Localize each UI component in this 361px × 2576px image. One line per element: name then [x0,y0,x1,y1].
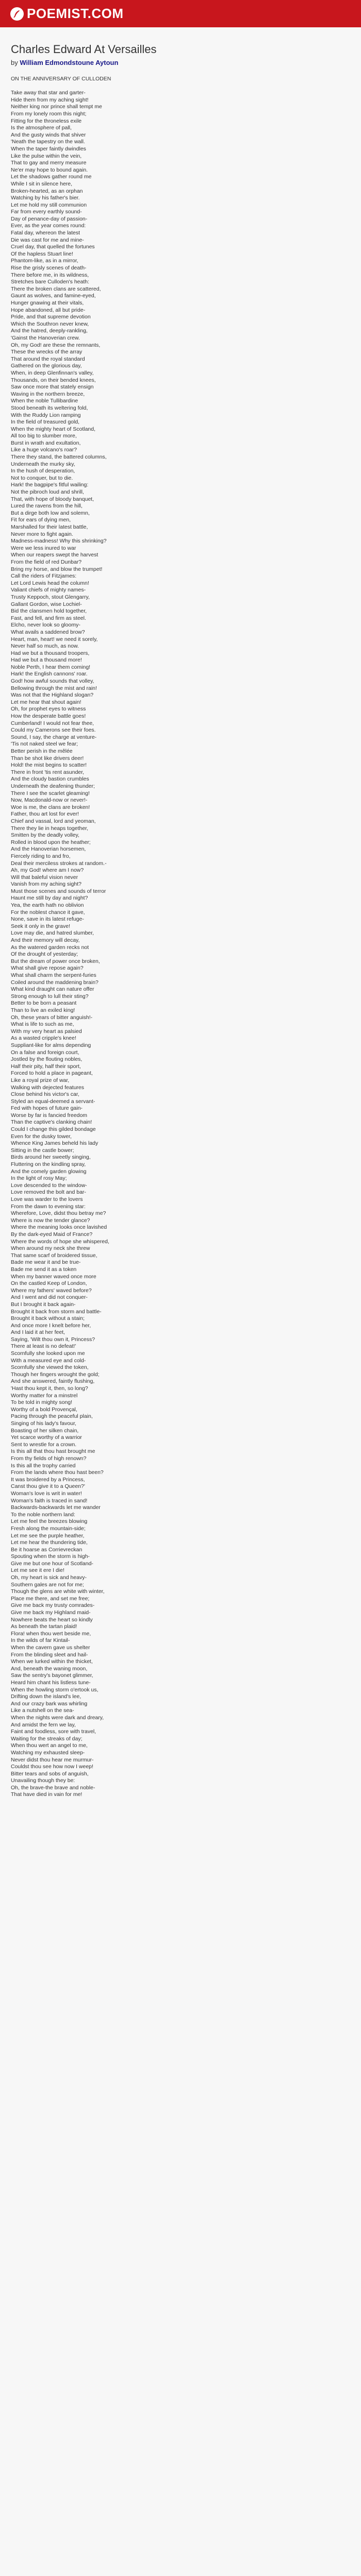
poem-line: Love descended to the window- [11,1182,87,1189]
poem-line: Hark! the bagpipe's fitful wailing: [11,482,89,488]
poem-line: When the howling storm o'ertook us, [11,1686,99,1693]
poem-line: Fed with hopes of future gain- [11,1105,83,1112]
poem-line: There in front 'tis rent asunder, [11,769,85,775]
poem-line: Better to be born a peasant [11,1000,77,1007]
poem-line: Bring my horse, and blow the trumpet! [11,566,103,572]
poem-line: As the watered garden recks not [11,944,89,951]
poem-line: And, beneath the waning moon, [11,1665,88,1672]
poem-line: 'Hast thou kept it, then, so long? [11,1385,88,1392]
poem-line: What kind draught can nature offer [11,986,94,993]
poem-line: That have died in vain for me! [11,1791,83,1798]
poem-line: Waiting for the streaks of day; [11,1735,83,1742]
poem-line: Like a nutshell on the sea- [11,1707,74,1714]
poem-line: Valiant chiefs of mighty names- [11,587,86,594]
poem-line: From the lands where thou hast been? [11,1469,104,1476]
poem-line: Saw once more that stately ensign [11,384,94,391]
poem-line: Drifting down the island's lee, [11,1693,81,1700]
poem-line: From my lonely room this night; [11,110,87,117]
poem-line: And our crazy bark was whirling [11,1700,88,1707]
site-logo[interactable] [10,6,124,22]
poem-line: Watching my exhausted sleep- [11,1749,85,1756]
poem-line: Sent to wrestle for a crown. [11,1441,77,1448]
poem-line: Worthy of a bold Provençal, [11,1406,77,1413]
poem-line: Not to conquer, but to die. [11,474,73,481]
poem-line: And their memory will decay, [11,937,80,944]
poem-line: When the cavern gave us shelter [11,1645,90,1651]
poem-line: Gathered on the glorious day, [11,363,82,369]
poem-line: Let me hear the thundering tide, [11,1539,88,1546]
poem-line: Be it hoarse as Corrievreckan [11,1546,83,1553]
site-header [0,0,361,27]
author-link[interactable]: William Edmondstoune Aytoun [20,59,119,66]
poem-line: Broken-hearted, as an orphan [11,188,83,194]
poem-line: Now, Macdonald-now or never!- [11,797,88,804]
poem-line: Must those scenes and sounds of terror [11,888,106,894]
poem-line: Fatal day, whereon the latest [11,230,80,236]
poem-line: Burst in wrath and exultation, [11,439,81,446]
poem-line: Hunger gnawing at their vitals, [11,300,84,306]
poem-line: Lured the ravens from the hill, [11,503,83,510]
poem-line: From thy fields of high renown? [11,1455,87,1462]
poem-line: Woe is me, the clans are broken! [11,804,90,810]
poem-line: Though her fingers wrought the gold; [11,1371,100,1378]
poem-line: Let me see it ere I die! [11,1567,64,1574]
poem-line: Let me feel the breezes blowing [11,1518,88,1525]
poem-line: What is life to such as me, [11,1021,74,1028]
poem-line: With my very heart as palsied [11,1028,82,1035]
poem-line: Cumberland! I would not fear thee, [11,720,94,726]
poem-line: Bade me send it as a token [11,1266,77,1273]
poem-line: Never didst thou hear me murmur- [11,1756,94,1763]
poem-line: Like a huge volcano's roar? [11,447,77,453]
poem-line: But I brought it back again- [11,1301,76,1308]
poem-line: From the field of red Dunbar? [11,558,82,565]
poem-line: Whence King James beheld his lady [11,1140,99,1147]
poem-line: And once more I knelt before her, [11,1322,91,1329]
poem-line: Bade me wear it and be true- [11,1259,81,1266]
poem-line: Chief and vassal, lord and yeoman, [11,818,96,824]
poem-line: Scornfully she viewed the token, [11,1364,89,1371]
poem-line: Spouting when the storm is high- [11,1553,90,1560]
poem-line: And amidst the fern we lay, [11,1721,76,1728]
poem-line: Of the drought of yesterday; [11,951,78,958]
poem-line: 'Tis not naked steel we fear; [11,741,78,748]
poem-line: Though the glens are white with winter, [11,1588,105,1595]
poem-line: Oh, these years of bitter anguish!- [11,1014,93,1021]
poem-line: By the dark-eyed Maid of France? [11,1231,93,1238]
poem-line: With the Ruddy Lion ramping [11,412,81,418]
poem-line: Southern gales are not for me; [11,1581,84,1588]
poem-line: Styled an equal-deemed a servant- [11,1098,95,1105]
poem-line: Madness-madness! Why this shrinking? [11,538,107,545]
poem-line: Had we but a thousand troopers, [11,650,90,656]
poem-line: Call the riders of Fitzjames: [11,573,77,580]
poem-line: In the hush of desperation, [11,468,75,474]
poem-line: When we lurked within the thicket, [11,1658,93,1665]
poem-body [11,76,149,1799]
poem-line: Woman's faith is traced in sand! [11,1497,88,1504]
poem-line: Where the meaning looks once lavished [11,1224,107,1231]
poem-line: When the mighty heart of Scotland, [11,426,96,432]
poem-line: Oh, for prophet eyes to witness [11,706,86,713]
poem-line: That around the royal standard [11,355,85,362]
poem-line: Birds around her sweetly singing, [11,1154,91,1161]
poem-line: These the wrecks of the array [11,349,83,355]
poem-line: Haunt me still by day and night? [11,895,88,902]
poem-line: Cruel day, that quelled the fortunes [11,244,95,250]
poem-line: That to gay and merry measure [11,160,87,166]
poem-line: Noble Perth, I hear them coming! [11,664,91,670]
poem-line: Wherefore, Love, didst thou betray me? [11,1210,106,1217]
poem-line: Elcho, never look so gloomy- [11,622,80,629]
poem-line: Let the shadows gather round me [11,174,92,180]
poem-line: Of the hapless Stuart line! [11,250,73,257]
poem-line: 'Neath the tapestry on the wall. [11,139,85,145]
poem-line: In the wilds of far Kintail- [11,1637,70,1644]
poem-line: Fast, and fell, and firm as steel. [11,615,86,621]
poem-line: Hope abandoned, all but pride- [11,307,86,313]
poem-line: Better perish in the mêlée [11,748,73,754]
poem-line: When my banner waved once more [11,1273,96,1280]
stanza [11,76,149,83]
poem-line: Yet scarce worthy of a warrior [11,1434,82,1441]
poem-line: Father, thou art lost for ever! [11,811,79,818]
poem-line: And the Hanoverian horsemen, [11,846,86,853]
poem-line: Let me hold my still communion [11,201,87,208]
poem-line: Ever, as the year comes round: [11,223,86,229]
poem-line: Walking with dejected features [11,1084,85,1091]
poem-line: Bellowing through the mist and rain! [11,685,97,691]
poem-line: On the castled Keep of London, [11,1280,87,1287]
poem-line: And I went and did not conquer- [11,1294,88,1301]
poem-line: Sound, I say, the charge at venture- [11,734,97,740]
poem-line: It was broidered by a Princess, [11,1476,85,1483]
poem-line: While I sit in silence here, [11,180,73,187]
poem-line: Neither king nor prince shall tempt me [11,104,102,110]
poem-line: Is the atmosphere of pall, [11,125,72,131]
poem-line: Let me hear that shout again! [11,699,81,705]
poem-line: Than the captive's clanking chain! [11,1119,92,1126]
poem-line: Love removed the bolt and bar- [11,1189,86,1196]
poem-line: Oh, the brave-the brave and noble- [11,1784,95,1791]
poem-line: In the field of treasured gold, [11,419,80,426]
by-label: by [11,59,18,66]
poem-line: Jostled by the flouting nobles, [11,1056,83,1063]
poem-line: Ne'er may hope to bound again. [11,166,88,173]
poem-line: Fit for ears of dying men, [11,517,71,523]
poem-line: Thousands, on their bended knees, [11,377,96,383]
poem-line: Than be shot like drivers deer! [11,755,84,761]
poem-line: Smitten by the deadly volley, [11,832,79,839]
poem-line: Coiled around the maddening brain? [11,979,99,986]
poem-line: Canst thou give it to a Queen?' [11,1483,85,1490]
poem-line: But a dirge both low and solemn, [11,510,90,516]
poem-line: Is this all the trophy carried [11,1462,76,1469]
poem-line: When thou wert an angel to me, [11,1742,88,1749]
poem-line: There the broken clans are scattered, [11,285,101,292]
poem-line: Never half so much, as now. [11,643,79,650]
poem-line: Suppliant-like for alms depending [11,1042,91,1048]
poem-line: As a wasted cripple's knee! [11,1035,76,1042]
poem-line: Let Lord Lewis head the column! [11,580,89,586]
poem-line: Give me back my Highland maid- [11,1609,91,1616]
poem-line: Was not that the Highland slogan? [11,692,94,699]
poem-line: Even for the dusky tower, [11,1133,72,1140]
poem-line: Seek it only in the grave! [11,923,70,929]
poem-line: Faint and foodless, sore with travel, [11,1728,96,1735]
poem-line: Like the pulse within the vein, [11,152,82,159]
poem-line: Underneath the deafening thunder; [11,783,95,789]
poem-line: Nowhere beats the heart so kindly [11,1616,93,1623]
poem-line: Gallant Gordon, wise Lochiel- [11,601,82,607]
main-content [0,43,361,1799]
poem-line: What avails a saddened brow? [11,629,85,635]
poem-line: Had we but a thousand more! [11,657,82,664]
poem-line: Never more to fight again. [11,531,73,537]
poem-line: Watching by his father's bier. [11,195,80,201]
poem-line: Were we less inured to war [11,545,76,551]
poem-line: From the blinding sleet and hail- [11,1651,88,1658]
poem-line: Will that baleful vision never [11,874,78,880]
poem-line: As beneath the tartan plaid! [11,1623,77,1630]
poem-line: Bitter tears and sobs of anguish, [11,1770,89,1777]
poem-line: Pride, and that supreme devotion [11,314,91,320]
poem-line: Love may die, and hatred slumber, [11,930,94,937]
poem-line: When the nights were dark and dreary, [11,1714,104,1721]
poem-line: All too big to slumber more, [11,433,77,439]
poem-line: Oh, my heart is sick and heavy- [11,1574,87,1581]
poem-line: Deal their merciless strokes at random.- [11,860,107,867]
poem-line: Heart, man, heart! we need it sorely, [11,636,98,642]
poem-line: And the comely garden glowing [11,1168,87,1175]
poem-line: Place me there, and set me free; [11,1595,90,1602]
poem-line: Unavailing though they be: [11,1777,75,1784]
poem-line: Where is now the tender glance? [11,1217,90,1224]
poem-line: When, in deep Glenfinnan's valley, [11,369,94,376]
poem-line: Hide them from my aching sight! [11,96,89,103]
poem-line: Bid the clansmen hold together, [11,608,87,615]
poem-line: Where the words of hope she whispered, [11,1238,109,1245]
poem-line: Hold! the mist begins to scatter! [11,762,87,769]
poem-line: And I laid it at her feet, [11,1329,65,1336]
poem-line: Fluttering on the kindling spray, [11,1161,86,1168]
poem-line: There they stand, the battered columns, [11,454,107,461]
poem-line: On a false and foreign court, [11,1049,79,1056]
poem-line: Where my fathers' waved before? [11,1287,92,1294]
poem-line: Pacing through the peaceful plain, [11,1413,93,1420]
poem-line: Worthy matter for a minstrel [11,1392,78,1399]
poem-line: What shall charm the serpent-furies [11,972,96,978]
poem-line: Day of penance-day of passion- [11,215,88,222]
poem-line: Stretches bare Culloden's heath: [11,279,90,285]
poem-line: How the desperate battle goes! [11,713,86,720]
poem-line: And the cloudy bastion crumbles [11,776,89,783]
poem-line: When our reapers swept the harvest [11,552,99,558]
poem-line: That, with hope of bloody banquet, [11,496,94,502]
poem-line: Hark! the English cannons' roar. [11,671,88,677]
poem-line: Love was warder to the lovers [11,1196,83,1202]
poem-line: Fiercely riding to and fro, [11,853,71,859]
poem-line: Fitting for the throneless exile [11,117,82,124]
poem-line: Boasting of her silken chain, [11,1427,79,1434]
poem-line: Take away that star and garter- [11,90,86,96]
brand-name: POEMIST.COM [27,6,124,21]
poem-line: Could my Camerons see their foes. [11,727,96,734]
poem-line: Heard him chant his listless tune- [11,1679,91,1686]
poem-line: What shall give repose again? [11,965,84,972]
poem-title: Charles Edward At Versailles [11,43,157,56]
poem-line: Woman's love is writ in water! [11,1490,82,1497]
poem-line: Rolled in blood upon the heather; [11,839,91,845]
stanza [11,90,149,1799]
poem-line: With a measured eye and cold- [11,1357,86,1364]
poem-line: When around my neck she threw [11,1245,90,1252]
poem-line: To be told in mighty song! [11,1399,73,1406]
poem-line: Saw the sentry's bayonet glimmer, [11,1672,93,1679]
poem-line: None, save in its latest refuge- [11,916,84,923]
poem-line: In the light of rosy May; [11,1175,67,1182]
quill-circle-icon [10,7,24,21]
poem-line: Could I change this gilded bondage [11,1126,96,1133]
poem-line: Far from every earthly sound- [11,209,82,215]
poem-line: Flora! when thou wert beside me, [11,1630,91,1637]
poem-line: Which the Southron never knew, [11,320,89,327]
poem-line: From the dawn to evening star: [11,1203,86,1210]
poem-line: To the noble northern land: [11,1511,75,1518]
poem-line: Marshalled for their latest battle, [11,524,88,530]
poem-line: Ah, my God! where am I now? [11,867,84,874]
poem-line: There I see the scarlet gleaming! [11,790,90,796]
poem-line: And she answered, faintly flushing, [11,1378,95,1385]
poem-line: Trusty Keppoch, stout Glengarry, [11,594,90,600]
poem-line: Fresh along the mountain-side; [11,1525,86,1532]
poem-line: And the hatred, deeply-rankling, [11,328,88,334]
poem-line: Forced to hold a place in pageant, [11,1070,93,1077]
poem-line: Phantom-like, as in a mirror, [11,258,78,264]
poem-line: Strong enough to lull their sting? [11,993,89,999]
poem-line: Worse by far is fancied freedom [11,1112,88,1118]
poem-line: Close behind his victor's car, [11,1091,79,1098]
poem-line: There before me, in its wildness, [11,272,89,278]
poem-line: Brought it back without a stain; [11,1315,85,1322]
poem-line: Is this all that thou hast brought me [11,1448,95,1455]
poem-line: Yea, the earth hath no oblivion [11,902,84,909]
byline [11,59,350,66]
poem-line: Scornfully she looked upon me [11,1350,85,1357]
poem-line: Waving in the northern breeze, [11,391,85,397]
poem-line: Brought it back from storm and battle- [11,1308,102,1315]
poem-line: Singing of his lady's favour, [11,1420,76,1427]
poem-line: Give me back my trusty comrades- [11,1602,95,1609]
poem-line: Couldst thou see how now I weep! [11,1764,93,1770]
poem-line: God! how awful sounds that volley, [11,678,94,685]
poem-line: Gaunt as wolves, and famine-eyed, [11,293,96,299]
poem-line: There at least is no defeat!' [11,1343,76,1350]
poem-line: Sitting in the castle bower; [11,1147,74,1154]
poem-line: When the taper faintly dwindles [11,145,86,152]
poem-line: 'Gainst the Hanoverian crew. [11,334,80,341]
poem-line: When the noble Tullibardine [11,398,78,404]
poem-line: Like a royal prize of war, [11,1077,70,1083]
poem-line: Rise the grisly scenes of death- [11,265,87,272]
poem-line: Vanish from my aching sight? [11,881,81,888]
poem-line: Saying, 'Wilt thou own it, Princess? [11,1336,95,1343]
poem-line: For the noblest chance it gave, [11,909,85,916]
poem-line: And the gusty winds that shiver [11,131,86,138]
poem-line: Not the pibroch loud and shrill, [11,489,84,496]
poem-line: Than to live an exiled king! [11,1007,75,1013]
poem-line: There they lie in heaps together, [11,825,89,832]
poem-line: Stood beneath its weltering fold, [11,404,88,411]
poem-line: Backwards-backwards let me wander [11,1504,101,1511]
poem-line: ON THE ANNIVERSARY OF CULLODEN [11,76,111,82]
poem-line: Oh, my God! are these the remnants, [11,342,101,348]
poem-line: Half their pity, half their sport, [11,1063,81,1070]
poem-line: But the dream of power once broken, [11,958,100,964]
poem-line: Let me see the purple heather, [11,1532,85,1539]
poem-line: Underneath the murky sky, [11,461,75,467]
poem-line: Give me but one hour of Scotland- [11,1560,93,1567]
poem-line: That same scarf of broidered tissue, [11,1252,97,1259]
poem-line: Die was cast for me and mine- [11,236,84,243]
